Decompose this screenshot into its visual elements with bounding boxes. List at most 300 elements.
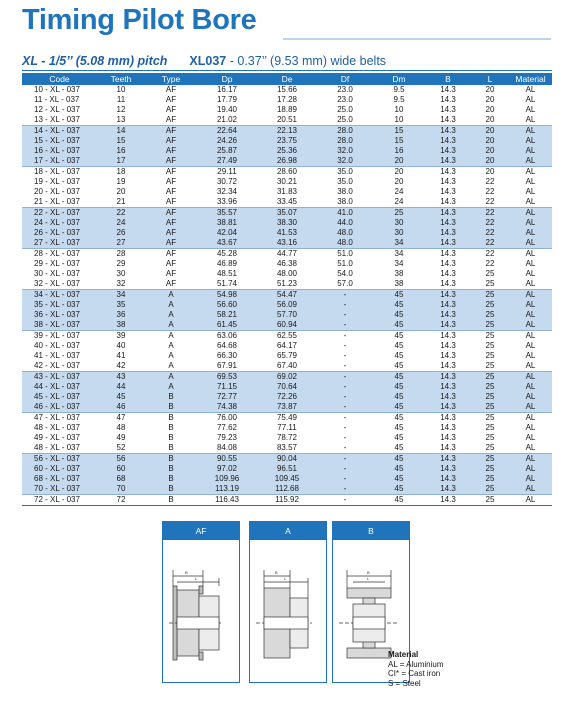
table-cell: 16 [97, 146, 145, 156]
table-cell: 35 - XL - 037 [22, 300, 97, 310]
table-cell: 112.68 [257, 484, 317, 495]
table-cell: 14.3 [440, 85, 456, 94]
table-cell: 97.02 [197, 464, 257, 474]
table-row [22, 361, 552, 372]
table-cell: 14.3 [425, 331, 471, 342]
table-cell: 12 [116, 105, 126, 114]
table-cell: 22 [485, 259, 495, 268]
table-cell: 24 - XL - 037 [22, 218, 97, 228]
table-cell: AL [525, 341, 536, 350]
table-cell: 14.3 [425, 495, 471, 506]
table-cell: 14.3 [425, 464, 471, 474]
table-row [22, 382, 552, 392]
table-cell: AL [525, 95, 536, 104]
table-cell: 24 [394, 187, 404, 196]
table-cell: 22 [471, 249, 509, 260]
table-cell: 45 [373, 495, 425, 506]
table-cell: 36 [97, 310, 145, 320]
diagram-label: B [333, 522, 409, 540]
dim-l-a: L [284, 576, 287, 581]
table-cell: 22 [471, 228, 509, 238]
table-cell: 70 - XL - 037 [22, 484, 97, 495]
table-cell: AL [525, 115, 536, 124]
table-cell: 45 [394, 443, 404, 452]
table-cell: - [343, 433, 347, 442]
table-row [22, 290, 552, 301]
table-cell: A [145, 320, 197, 331]
table-cell: 14.3 [440, 105, 456, 114]
table-cell: 83.57 [276, 443, 298, 452]
table-cell: 17.28 [276, 95, 298, 104]
table-cell: 20 [471, 156, 509, 167]
table-row [22, 238, 552, 249]
table-cell: 48.51 [216, 269, 238, 278]
table-cell: 47 - XL - 037 [22, 413, 97, 424]
column-header: Df [317, 73, 373, 85]
table-cell: B [145, 484, 197, 495]
table-cell: 14.3 [425, 300, 471, 310]
table-cell: AL [525, 443, 536, 452]
table-cell: 14 [97, 126, 145, 137]
table-cell: AL [525, 433, 536, 442]
table-cell: AL [525, 279, 536, 288]
table-cell: 20 [471, 126, 509, 137]
table-cell: AL [509, 238, 552, 249]
table-row [22, 372, 552, 383]
pulley-af-drawing [163, 540, 239, 682]
table-cell: 22 [485, 177, 495, 186]
table-cell: AF [145, 228, 197, 238]
table-cell: 43 [97, 372, 145, 383]
table-cell: 28.60 [257, 167, 317, 178]
table-cell: AL [509, 372, 552, 383]
table-cell: 67.91 [216, 361, 238, 370]
table-cell: AL [509, 167, 552, 178]
table-cell: 77.62 [216, 423, 238, 432]
table-row [22, 464, 552, 474]
table-cell: 46.89 [216, 259, 238, 268]
title-rule [283, 38, 551, 40]
table-cell: 25.0 [337, 105, 353, 114]
table-cell: 11 [116, 95, 126, 104]
table-cell: 41.53 [257, 228, 317, 238]
table-cell: 113.19 [197, 484, 257, 495]
table-cell: 42.04 [197, 228, 257, 238]
table-cell: 73.87 [257, 402, 317, 413]
table-cell: 61.45 [197, 320, 257, 331]
table-cell: 14.3 [440, 177, 456, 186]
table-cell: 23.0 [337, 95, 353, 104]
table-cell: 14.3 [440, 443, 456, 452]
table-cell: 25 [471, 454, 509, 465]
table-cell: 32.0 [317, 146, 373, 156]
table-cell: 56 [97, 454, 145, 465]
table-cell: AL [509, 382, 552, 392]
table-cell: 48.0 [317, 228, 373, 238]
table-cell: AF [145, 136, 197, 146]
table-cell: 48 [116, 423, 126, 432]
table-cell: 56.09 [257, 300, 317, 310]
table-cell: 45 [394, 341, 404, 350]
table-cell: 66.30 [216, 351, 238, 360]
table-cell: AL [509, 156, 552, 167]
table-cell: 25 [485, 433, 495, 442]
dim-l-af: L [195, 576, 198, 581]
table-cell: 43.16 [257, 238, 317, 249]
legend-line: AL = Aluminium [388, 659, 444, 669]
table-cell: 14.3 [440, 115, 456, 124]
table-cell: AF [165, 105, 177, 114]
table-cell: 56.60 [197, 300, 257, 310]
table-row [22, 300, 552, 310]
column-header: De [257, 73, 317, 85]
table-cell: 20 [373, 156, 425, 167]
dim-b-af: B [185, 570, 188, 575]
table-cell: A [168, 361, 174, 370]
table-cell: 16 - XL - 037 [22, 146, 97, 156]
table-cell: - [317, 372, 373, 383]
table-cell: 14.3 [425, 126, 471, 137]
table-cell: 9.5 [393, 85, 405, 94]
table-row [22, 443, 552, 454]
table-cell: 22 [485, 197, 495, 206]
table-cell: 65.79 [276, 351, 298, 360]
table-cell: 22 [471, 218, 509, 228]
table-row [22, 85, 552, 95]
table-cell: 27 - XL - 037 [22, 238, 97, 249]
table-cell: 30 - XL - 037 [34, 269, 80, 278]
table-row [22, 197, 552, 208]
table-cell: 72.77 [197, 392, 257, 402]
table-cell: 38 [97, 320, 145, 331]
table-cell: 57.0 [337, 279, 353, 288]
table-cell: 116.43 [197, 495, 257, 506]
table-cell: 10 - XL - 037 [34, 85, 80, 94]
table-row [22, 105, 552, 115]
table-cell: 32.0 [317, 156, 373, 167]
table-cell: AF [145, 146, 197, 156]
column-header: Dp [197, 73, 257, 85]
table-cell: 17 [97, 156, 145, 167]
belt-width: - 0.37’’ (9.53 mm) wide belts [226, 54, 387, 68]
table-cell: 48 - XL - 037 [34, 423, 80, 432]
table-cell: 17.79 [216, 95, 238, 104]
table-cell: 14.3 [425, 146, 471, 156]
table-cell: 32.34 [216, 187, 238, 196]
table-cell: 10 [394, 105, 404, 114]
table-cell: 25 [471, 331, 509, 342]
diagram-a [249, 521, 327, 683]
diagram-af [162, 521, 240, 683]
table-cell: 20 [485, 105, 495, 114]
table-cell: 72 [97, 495, 145, 506]
table-row [22, 228, 552, 238]
table-cell: 71.15 [197, 382, 257, 392]
belt-code: XL037 [189, 54, 227, 68]
table-cell: 44.0 [317, 218, 373, 228]
table-cell: 45 [394, 433, 404, 442]
table-cell: 35.07 [257, 208, 317, 219]
table-cell: 25 [485, 351, 495, 360]
table-cell: AL [509, 300, 552, 310]
table-cell: AL [509, 484, 552, 495]
table-cell: B [168, 423, 174, 432]
table-cell: 70.64 [257, 382, 317, 392]
table-cell: 14.3 [440, 279, 456, 288]
table-cell: 14.3 [440, 187, 456, 196]
table-cell: 14.3 [425, 249, 471, 260]
table-cell: 45 [373, 402, 425, 413]
table-cell: 17 - XL - 037 [22, 156, 97, 167]
table-cell: 77.11 [277, 423, 297, 432]
table-cell: 45 [394, 361, 404, 370]
table-cell: 30 [373, 228, 425, 238]
pilot-bore-table [22, 73, 552, 506]
table-cell: 28.0 [317, 136, 373, 146]
table-cell: 28 - XL - 037 [22, 249, 97, 260]
table-row [22, 433, 552, 443]
table-cell: 25 [471, 413, 509, 424]
table-cell: 34 - XL - 037 [22, 290, 97, 301]
table-cell: 25 [485, 423, 495, 432]
table-cell: 58.21 [197, 310, 257, 320]
table-cell: AF [165, 95, 177, 104]
table-cell: 25 [471, 382, 509, 392]
table-row [22, 249, 552, 260]
table-cell: - [317, 484, 373, 495]
table-cell: 22 - XL - 037 [22, 208, 97, 219]
column-header: Code [22, 73, 97, 85]
table-cell: A [168, 351, 174, 360]
table-cell: 45 [394, 423, 404, 432]
table-cell: A [145, 300, 197, 310]
table-cell: 45 [373, 413, 425, 424]
table-cell: 20 [485, 95, 495, 104]
table-cell: 18 [97, 167, 145, 178]
table-cell: 25 [471, 402, 509, 413]
table-cell: AF [145, 156, 197, 167]
table-cell: 60 - XL - 037 [22, 464, 97, 474]
table-header-row [22, 73, 552, 85]
table-cell: 41 - XL - 037 [34, 351, 80, 360]
table-cell: 22 [471, 238, 509, 249]
table-cell: 25 [471, 372, 509, 383]
table-cell: 84.08 [216, 443, 238, 452]
table-cell: 14.3 [425, 238, 471, 249]
table-cell: 25 [471, 300, 509, 310]
table-cell: 26 - XL - 037 [22, 228, 97, 238]
legend-line: CI* = Cast iron [388, 669, 441, 678]
table-cell: 14.3 [440, 351, 456, 360]
table-cell: - [317, 310, 373, 320]
column-header: B [425, 73, 471, 85]
table-cell: 29 - XL - 037 [34, 259, 80, 268]
table-cell: 38.0 [337, 187, 353, 196]
table-row [22, 413, 552, 424]
table-cell: 25 [471, 484, 509, 495]
table-cell: 23.0 [337, 85, 353, 94]
table-cell: 32 [116, 279, 126, 288]
table-cell: 25 [471, 290, 509, 301]
column-header: Dm [373, 73, 425, 85]
table-cell: 35 [97, 300, 145, 310]
table-cell: 30.21 [276, 177, 298, 186]
table-cell: AL [525, 177, 536, 186]
table-cell: 20 [373, 167, 425, 178]
table-cell: 14.3 [425, 392, 471, 402]
table-cell: 45 - XL - 037 [22, 392, 97, 402]
table-row [22, 351, 552, 361]
table-cell: - [317, 402, 373, 413]
table-cell: 25 [485, 279, 495, 288]
table-row [22, 423, 552, 433]
table-cell: 21.02 [216, 115, 238, 124]
table-cell: 43 - XL - 037 [22, 372, 97, 383]
table-cell: 46.38 [276, 259, 298, 268]
table-cell: 90.55 [197, 454, 257, 465]
table-cell: 45 [373, 310, 425, 320]
table-cell: 14.3 [425, 413, 471, 424]
table-cell: AL [509, 249, 552, 260]
table-cell: 19 - XL - 037 [34, 177, 80, 186]
table-cell: 14.3 [425, 136, 471, 146]
table-cell: 51.23 [276, 279, 298, 288]
table-cell: 22.64 [197, 126, 257, 137]
table-body [22, 85, 552, 506]
table-cell: 25 [471, 464, 509, 474]
table-cell: 36 - XL - 037 [22, 310, 97, 320]
table-cell: 76.00 [197, 413, 257, 424]
table-cell: 15 [373, 126, 425, 137]
table-cell: B [168, 443, 174, 452]
table-cell: 34 [373, 249, 425, 260]
table-row [22, 136, 552, 146]
table-cell: 68 - XL - 037 [22, 474, 97, 484]
table-cell: A [145, 382, 197, 392]
table-row [22, 126, 552, 137]
table-cell: - [317, 495, 373, 506]
table-cell: AL [509, 413, 552, 424]
table-row [22, 320, 552, 331]
table-cell: - [317, 413, 373, 424]
table-cell: AL [509, 290, 552, 301]
table-cell: 48 - XL - 037 [34, 443, 80, 452]
table-row [22, 115, 552, 126]
table-cell: 109.96 [197, 474, 257, 484]
table-cell: 15.66 [276, 85, 298, 94]
table-cell: 78.72 [276, 433, 298, 442]
table-cell: 45 [373, 382, 425, 392]
table-cell: 25 [471, 474, 509, 484]
table-cell: 25 [471, 495, 509, 506]
table-cell: 45 [97, 392, 145, 402]
table-cell: AL [525, 105, 536, 114]
table-cell: AL [525, 197, 536, 206]
table-cell: 14.3 [425, 484, 471, 495]
table-cell: AL [509, 146, 552, 156]
table-cell: 25.36 [257, 146, 317, 156]
table-cell: 14.3 [425, 382, 471, 392]
table-cell: 32 - XL - 037 [34, 279, 80, 288]
table-cell: 33.45 [276, 197, 298, 206]
table-cell: 14.3 [440, 197, 456, 206]
table-cell: 30 [373, 218, 425, 228]
table-cell: 22 [471, 208, 509, 219]
table-cell: B [145, 413, 197, 424]
table-cell: 48.0 [317, 238, 373, 249]
table-cell: AL [525, 187, 536, 196]
table-cell: 35.57 [197, 208, 257, 219]
table-cell: - [317, 392, 373, 402]
table-cell: AL [525, 259, 536, 268]
table-cell: 45 [373, 454, 425, 465]
table-cell: 45.28 [197, 249, 257, 260]
table-cell: AL [509, 402, 552, 413]
table-cell: 25.0 [337, 115, 353, 124]
table-cell: 74.38 [197, 402, 257, 413]
table-row [22, 269, 552, 279]
table-cell: 25 [471, 310, 509, 320]
table-cell: 115.92 [257, 495, 317, 506]
table-cell: - [343, 423, 347, 432]
table-cell: 14.3 [440, 361, 456, 370]
table-cell: AL [509, 310, 552, 320]
table-row [22, 495, 552, 506]
subtitle-rule [22, 70, 552, 71]
table-cell: 45 [373, 464, 425, 474]
table-cell: 19 [116, 177, 126, 186]
dim-b-a: B [275, 570, 278, 575]
table-cell: 62.55 [257, 331, 317, 342]
table-cell: 54.0 [337, 269, 353, 278]
table-cell: 52 [116, 443, 126, 452]
table-cell: AF [165, 177, 177, 186]
table-row [22, 279, 552, 290]
table-cell: 38.30 [257, 218, 317, 228]
table-cell: - [317, 382, 373, 392]
table-cell: AL [525, 423, 536, 432]
table-cell: 25 [471, 320, 509, 331]
table-cell: 44.77 [257, 249, 317, 260]
table-cell: 40 [116, 341, 126, 350]
table-cell: 51.0 [317, 249, 373, 260]
table-cell: AL [509, 464, 552, 474]
table-cell: 10 [394, 115, 404, 124]
table-cell: - [343, 341, 347, 350]
table-cell: 14.3 [425, 156, 471, 167]
table-cell: 25 [485, 341, 495, 350]
table-cell: 38 [394, 269, 404, 278]
table-cell: 90.04 [257, 454, 317, 465]
table-cell: 47 [97, 413, 145, 424]
table-cell: 41.0 [317, 208, 373, 219]
table-cell: 51.0 [337, 259, 353, 268]
table-cell: 39 - XL - 037 [22, 331, 97, 342]
table-cell: 30 [116, 269, 126, 278]
table-cell: 33.96 [216, 197, 238, 206]
table-cell: 109.45 [257, 474, 317, 484]
table-cell: B [168, 433, 174, 442]
table-cell: AF [145, 238, 197, 249]
table-row [22, 392, 552, 402]
table-cell: 18.89 [276, 105, 298, 114]
table-cell: AF [165, 197, 177, 206]
table-cell: 25 [485, 269, 495, 278]
table-row [22, 454, 552, 465]
table-cell: 75.49 [257, 413, 317, 424]
table-cell: 18 - XL - 037 [22, 167, 97, 178]
table-row [22, 146, 552, 156]
